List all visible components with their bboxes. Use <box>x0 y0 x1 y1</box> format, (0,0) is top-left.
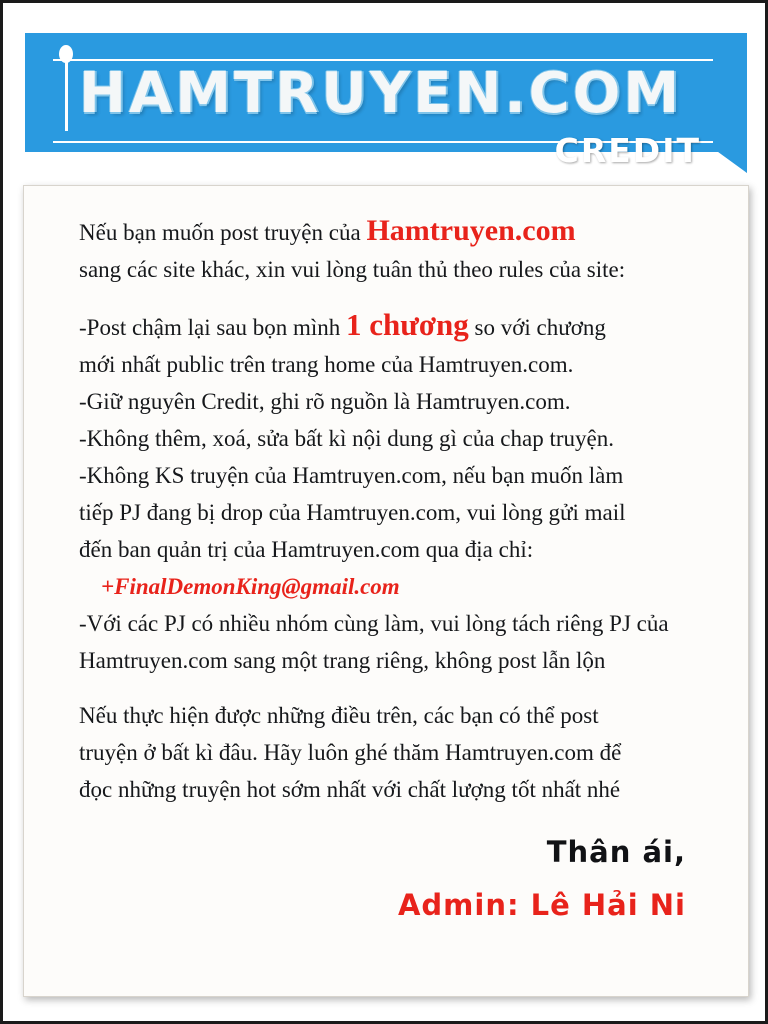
spacer-1 <box>79 288 718 306</box>
rule-4-line-2: tiếp PJ đang bị drop của Hamtruyen.com, vui lòng gửi mail <box>79 500 626 525</box>
intro-line-1 <box>79 212 718 251</box>
notice-card <box>23 185 749 997</box>
rule-1-text-a: -Post chậm lại sau bọn mình <box>79 315 347 340</box>
closing-line-3: đọc những truyện hot sớm nhất với chất lượng tốt nhất nhé <box>79 777 621 802</box>
sign-off: Thân ái, <box>546 835 686 869</box>
rule-4-line-1: -Không KS truyện của Hamtruyen.com, nếu bạn muốn làm <box>79 463 624 488</box>
banner-subtitle: CREDIT <box>554 131 701 170</box>
site-banner <box>25 33 747 173</box>
contact-email[interactable]: +FinalDemonKing@gmail.com <box>101 574 400 599</box>
intro-text-a: Nếu bạn muốn post truyện của <box>79 220 367 245</box>
rule-5-line-1: -Với các PJ có nhiều nhóm cùng làm, vui lòng tách riêng PJ của <box>79 611 669 636</box>
signature-block <box>79 834 718 924</box>
site-title: HAMTRUYEN.COM <box>79 61 683 126</box>
rule-1-line-1 <box>79 306 718 346</box>
intro-line-2: sang các site khác, xin vui lòng tuân thủ theo rules của site: <box>79 257 626 282</box>
brand-name: Hamtruyen.com <box>366 214 576 247</box>
banner-stem-decoration <box>65 57 68 131</box>
rule-3: -Không thêm, xoá, sửa bất kì nội dung gì của chap truyện. <box>79 426 614 451</box>
closing-line-1: Nếu thực hiện được những điều trên, các bạn có thể post <box>79 703 599 728</box>
rule-2: -Giữ nguyên Credit, ghi rõ nguồn là Hamtruyen.com. <box>79 389 571 414</box>
spacer-2 <box>79 679 718 697</box>
contact-email-line <box>79 568 718 605</box>
rule-1-highlight: 1 chương <box>346 307 469 342</box>
rule-4-line-3: đến ban quản trị của Hamtruyen.com qua địa chỉ: <box>79 537 534 562</box>
closing-line-2: truyện ở bất kì đâu. Hãy luôn ghé thăm Hamtruyen.com để <box>79 740 622 765</box>
rule-5-line-2: Hamtruyen.com sang một trang riêng, không post lẫn lộn <box>79 648 606 673</box>
admin-name: Admin: Lê Hải Ni <box>397 888 686 922</box>
notice-content <box>79 212 718 924</box>
rule-1-line-2: mới nhất public trên trang home của Hamtruyen.com. <box>79 352 574 377</box>
rule-1-text-b: so với chương <box>468 315 606 340</box>
